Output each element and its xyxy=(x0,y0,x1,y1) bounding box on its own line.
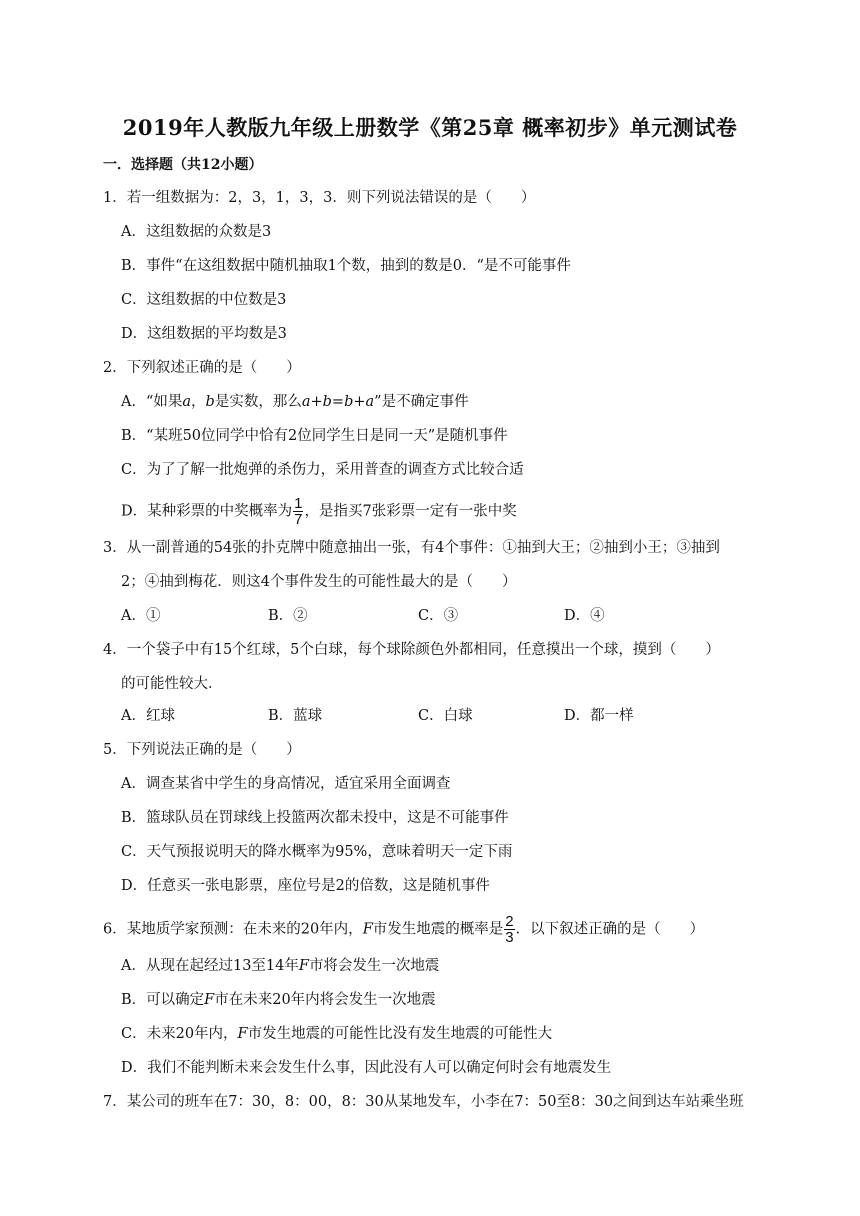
question-4-option-a: A．红球 xyxy=(121,708,175,724)
question-1-option-c: C．这组数据的中位数是3 xyxy=(121,292,287,308)
question-5-option-c: C．天气预报说明天的降水概率为95%，意味着明天一定下雨 xyxy=(121,844,513,860)
q2-a-mid1: ， xyxy=(191,394,206,410)
question-2-option-c: C．为了了解一批炮弹的杀伤力，采用普查的调查方式比较合适 xyxy=(121,462,524,478)
question-5-option-a: A．调查某省中学生的身高情况，适宜采用全面调查 xyxy=(121,776,451,792)
expression: a+b=b+a xyxy=(301,394,375,410)
fraction-numerator: 1 xyxy=(294,495,303,512)
question-4-stem-line-1: 4．一个袋子中有15个红球，5个白球，每个球除颜色外都相同，任意摸出一个球，摸到（ ） xyxy=(103,642,720,658)
fraction-denominator: 3 xyxy=(505,929,514,946)
q2-d-pre: D．某种彩票的中奖概率为 xyxy=(121,503,293,520)
question-2-option-d xyxy=(121,496,517,527)
question-2-stem: 2．下列叙述正确的是（ ） xyxy=(103,360,301,376)
question-1-stem: 1．若一组数据为：2，3，1，3，3．则下列说法错误的是（ ） xyxy=(103,190,536,206)
page-title: 2019年人教版九年级上册数学《第25章 概率初步》单元测试卷 xyxy=(122,115,738,140)
q2-a-pre: A．“如果 xyxy=(121,394,183,410)
fraction-numerator: 2 xyxy=(505,913,514,930)
question-6-stem xyxy=(103,914,704,945)
q2-a-mid2: 是实数，那么 xyxy=(214,394,302,410)
question-2-option-a xyxy=(121,392,469,412)
var-f: F xyxy=(362,921,373,938)
q6-b-post: 市在未来20年内将会发生一次地震 xyxy=(214,992,436,1008)
var-f: F xyxy=(298,958,309,974)
fraction-one-seventh xyxy=(293,496,303,527)
question-4-stem-line-2: 的可能性较大． xyxy=(121,676,223,692)
question-4-option-b: B．蓝球 xyxy=(268,708,323,724)
question-3-option-b: B．② xyxy=(268,608,308,624)
q6-c-pre: C．未来20年内， xyxy=(121,1026,238,1042)
question-3-option-a: A．① xyxy=(121,608,161,624)
question-1-option-b: B．事件“在这组数据中随机抽取1个数，抽到的数是0．“是不可能事件 xyxy=(121,258,571,274)
question-3-stem-line-2: 2；④抽到梅花．则这4个事件发生的可能性最大的是（ ） xyxy=(121,574,517,590)
q6-a-post: 市将会发生一次地震 xyxy=(308,958,440,974)
q6-stem-post: ．以下叙述正确的是（ ） xyxy=(515,921,705,938)
var-f: F xyxy=(237,1026,248,1042)
question-6-option-c xyxy=(121,1024,552,1044)
q6-stem-pre: 6．某地质学家预测：在未来的20年内， xyxy=(103,921,363,938)
var-a: a xyxy=(182,394,192,410)
question-1-option-d: D．这组数据的平均数是3 xyxy=(121,326,287,342)
fraction-denominator: 7 xyxy=(294,511,303,528)
var-b: b xyxy=(205,394,215,410)
q6-c-post: 市发生地震的可能性比没有发生地震的可能性大 xyxy=(247,1026,553,1042)
var-f: F xyxy=(204,992,215,1008)
question-4-option-c: C．白球 xyxy=(418,708,473,724)
question-2-option-b: B．“某班50位同学中恰有2位同学生日是同一天”是随机事件 xyxy=(121,428,508,444)
question-5-option-b: B．篮球队员在罚球线上投篮两次都未投中，这是不可能事件 xyxy=(121,810,509,826)
q6-stem-mid: 市发生地震的概率是 xyxy=(372,921,504,938)
section-heading: 一．选择题（共12小题） xyxy=(103,157,263,173)
q2-d-post: ，是指买7张彩票一定有一张中奖 xyxy=(304,503,517,520)
question-3-stem-line-1: 3．从一副普通的54张的扑克牌中随意抽出一张，有4个事件：①抽到大王；②抽到小王；③抽到 xyxy=(103,540,720,556)
question-3-option-c: C．③ xyxy=(418,608,459,624)
question-5-stem: 5．下列说法正确的是（ ） xyxy=(103,742,301,758)
question-6-option-b xyxy=(121,990,436,1010)
question-1-option-a: A．这组数据的众数是3 xyxy=(121,224,272,240)
question-6-option-d: D．我们不能判断未来会发生什么事，因此没有人可以确定何时会有地震发生 xyxy=(121,1060,612,1076)
question-5-option-d: D．任意买一张电影票，座位号是2的倍数，这是随机事件 xyxy=(121,878,490,894)
q2-a-post: ”是不确定事件 xyxy=(374,394,469,410)
question-6-option-a xyxy=(121,956,439,976)
q6-b-pre: B．可以确定 xyxy=(121,992,205,1008)
question-3-option-d: D．④ xyxy=(564,608,605,624)
q6-a-pre: A．从现在起经过13至14年 xyxy=(121,958,299,974)
question-4-option-d: D．都一样 xyxy=(564,708,634,724)
fraction-two-thirds xyxy=(504,914,514,945)
question-7-stem-line-1: 7．某公司的班车在7：30，8：00，8：30从某地发车，小李在7：50至8：30之间到达车站乘坐班 xyxy=(103,1094,744,1110)
